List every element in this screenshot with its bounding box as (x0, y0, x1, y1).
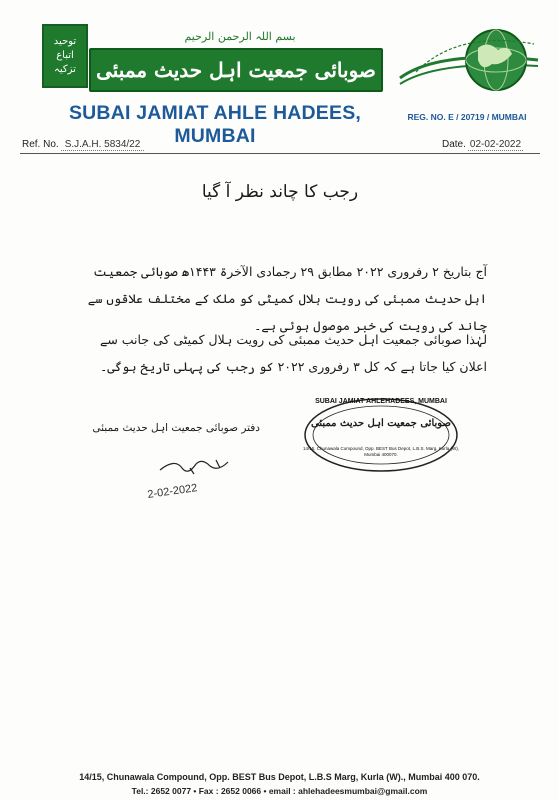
ref-label: Ref. No. (22, 139, 59, 150)
date-value: 02-02-2022 (469, 139, 522, 150)
stamp-outline (302, 396, 460, 474)
date-label: Date. (442, 139, 466, 150)
tagline-3: تزکیہ (54, 64, 76, 75)
official-stamp (302, 396, 460, 474)
stamp-address: 14/15, Chunawala Compound, Opp. BEST Bus Depot, L.B.S. Marg, Kurla (W), Mumbai 400070. (303, 446, 459, 457)
english-org-name: SUBAI JAMIAT AHLE HADEES, MUMBAI (68, 102, 362, 147)
header-divider (20, 153, 540, 154)
urdu-name-banner (89, 48, 383, 92)
signature-date: 2-02-2022 (146, 482, 199, 501)
reference (22, 139, 144, 150)
paragraph-2: لہٰذا صوبائی جمعیت اہل حدیث ممبئی کی رویت ہلال کمیٹی کی جانب سے اعلان کیا جاتا ہے کہ کل ۳ رفروری ۲۰۲۲ کو رجب کی پہلی تاریخ ہوگی۔ (99, 332, 487, 374)
footer-contact: Tel.: 2652 0077 • Fax : 2652 0066 • email : ahlehadeesmumbai@gmail.com (131, 786, 428, 796)
bismillah: بسم اللہ الرحمن الرحیم (184, 30, 296, 43)
footer-address: 14/15, Chunawala Compound, Opp. BEST Bus Depot, L.B.S Marg, Kurla (W)., Mumbai 400 070. (79, 772, 480, 782)
date (442, 139, 523, 150)
signature (120, 452, 260, 512)
stamp-english: SUBAI JAMIAT AHLEHADEES, MUMBAI (315, 398, 447, 405)
registration-number: REG. NO. E / 20719 / MUMBAI (407, 112, 527, 122)
tagline-2: اتباع (56, 50, 74, 61)
stamp-urdu: صوبائی جمعیت اہل حدیث ممبئی (311, 418, 451, 429)
office-line: دفتر صوبائی جمعیت اہل حدیث ممبئی (92, 422, 260, 434)
tagline-1: توحید (53, 36, 77, 47)
globe-logo (398, 20, 540, 102)
paragraph-1: آج بتاریخ ۲ رفروری ۲۰۲۲ مطابق ۲۹ رجمادی الآخرۃ ۱۴۴۳ھ صوبائی جمعیت اہل حدیث ممبئی کی رویت ہلال کمیٹی کو ملک کے مختلف علاقوں سے چاند کی رویت کی خبر موصول ہوئی ہے۔ (87, 264, 487, 333)
urdu-org-name: صوبائی جمعیت اہل حدیث ممبئی (96, 58, 376, 82)
ref-value: S.J.A.H. 5834/22 (61, 139, 145, 151)
tagline-box (42, 24, 88, 88)
letter-heading: رجب کا چاند نظر آ گیا (201, 182, 359, 202)
